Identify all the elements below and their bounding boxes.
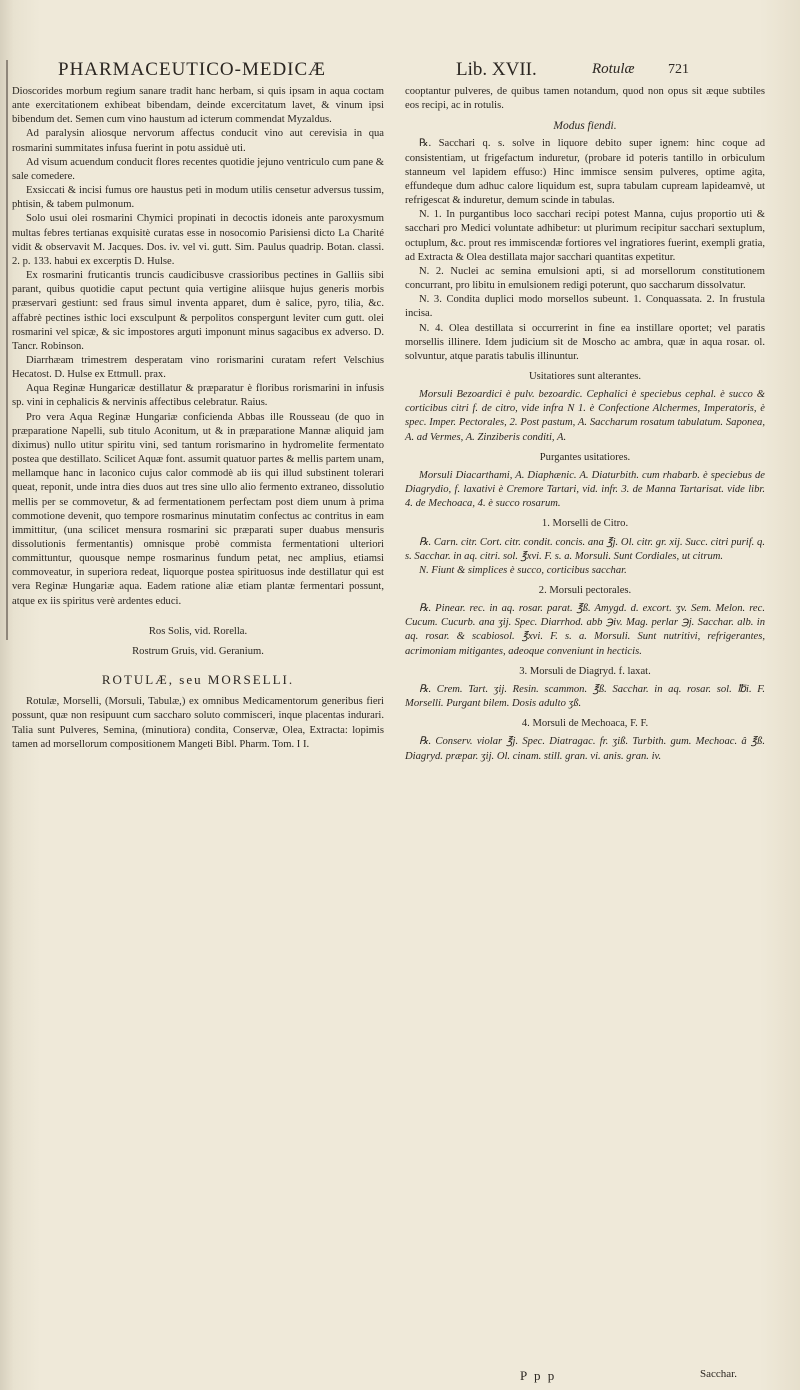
section-heading: 1. Morselli de Citro.	[541, 518, 629, 530]
paragraph: Pro vera Aqua Reginæ Hungariæ conficienda Abbas ille Rousseau (de quo in præparatione Napelli, sub titulo Aconitum, ut & in præparatione Mannæ aliquid jam diximus) nullo utitur spiritu vini, sed tantum rorismarino in hydromelite fermentato postea que destillato. Scilicet Aquæ font. assumit quatuor partes & mellis partem unam, mellamque hanc in laconico cujus calor commodè ab iis qui illud substinent tolerari queat, reponit, unde intra dies duos aut tres sine ullo alio fermento extraneo, dissolutio mellis per se commovetur, & ad fermentationem perfectam post diem unum à prima commotione devenit, quo tempore rosmarinus minutatim confectus ac contritus in eam immittitur, (una scilicet mensura rosmarini sic præparati super duabus mensuris dissolutionis fermentantis) omnisque probè commista fermentationi ulteriori committuntur, quousque nempe rosmarinus fundum petat, nec amplius, etiamsi commoveatur, in superiora redeat, liquorque postea spirituosus inde destillatur qui est vera Reginæ Hungariæ aqua. Eadem ratione aliæ etiam plantæ fermentari possunt, atque ex iis spiritus verè ardentes educi.	[12, 411, 384, 607]
running-header	[58, 59, 778, 85]
section-heading: 3. Morsuli de Diagryd. f. laxat.	[519, 665, 651, 677]
paragraph: ℞. Carn. citr. Cort. citr. condit. concis. ana ℥j. Ol. citr. gr. xij. Succ. citri purif. q. s. Sacchar. in aq. citri. sol. ℥xvi. F. s. a. Morsuli. Sunt Cordiales, ut citrum.	[405, 536, 765, 562]
section-heading: Modus fiendi.	[553, 120, 617, 133]
section-heading: Usitatiores sunt alterantes.	[528, 370, 642, 382]
paragraph: cooptantur pulveres, de quibus tamen notandum, quod non opus sit æque subtiles eos recipi, ac in rotulis.	[405, 86, 765, 112]
paragraph: N. 1. In purgantibus loco sacchari recipi potest Manna, cujus proportio uti & sacchari pro Medici voluntate adhibetur: ut plurimum recipitur sacchari sextuplum, octuplum, &c. prout res immiscendæ fortiores vel ingratiores fuerint, exempli gratia, ad Extracta & Olea destillata major sacchari quantitas expetitur.	[405, 209, 765, 263]
section-heading: 2. Morsuli pectorales.	[538, 585, 632, 596]
paragraph: Ex rosmarini fruticantis truncis caudicibusve crassioribus pectines in Galliis sibi parant, quibus quotidie caput pectunt quia vertigine aliisque hujus generis morbis præservari gestiunt: sed fraus simul inventa apparet, dum è salice, pyro, tilia, &c. affabrè pectines isthic loci exsculpunt & perpolitos conspergunt leviter cum gutt. olei rosmarini vel spicæ, & sic impostores arguti imponunt minus sagacibus ex adverso. D. Tancr. Robinson.	[12, 270, 384, 352]
header-running-title: Rotulæ	[592, 61, 635, 77]
paragraph: ℞. Conserv. violar ℥j. Spec. Diatragac. fr. ʒiß. Turbith. gum. Mechoac. â ℥ß. Diagryd. præpar. ʒij. Ol. cinam. still. gran. vi. anis. gran. iv.	[405, 736, 765, 762]
paragraph: N. Fiunt & simplices è succo, corticibus sacchar.	[419, 564, 627, 576]
paragraph: N. 2. Nuclei ac semina emulsioni apti, si ad morsellorum constitutionem concurrant, pro libitu in emulsionem redigi poterunt, quo saccharum dissolvatur.	[405, 265, 765, 292]
page-number: 721	[668, 62, 689, 77]
paragraph: N. 4. Olea destillata si occurrerint in fine ea instillare oportet; vel paratis morsellis illinere. Idem judicium sit de Moscho ac ambra, quæ in aqua rosar. ol. solvuntur, atque paratis tabulis illinuntur.	[405, 322, 765, 362]
left-column	[12, 85, 384, 752]
cross-reference: Rostrum Gruis, vid. Geranium.	[132, 645, 264, 657]
paragraph: ℞. Crem. Tart. ʒij. Resin. scammon. ℥ß. Sacchar. in aq. rosar. sol. ℔i. F. Morselli. Purgant bilem. Dosis adulto ʒß.	[405, 683, 765, 710]
paragraph: Solo usui olei rosmarini Chymici propinati in decoctis idoneis ante paroxysmum multas febres tertianas exquisitè curatas esse in nosocomio Parisiensi dicto La Charité vidit & observavit M. Jacques. Dos. iv. vel vi. gutt. Sim. Paulus quadrip. Botan. classi. 2. p. 133. habui ex excerptis D. Hulse.	[12, 213, 384, 267]
paragraph: Dioscorides morbum regium sanare tradit hanc herbam, si quis ipsam in aqua coctam ante exercitationem exhibeat bibendam, deinde excercitatum lavet, & vinum ipsi bibendum det. Semen cum vino haustum ad icterum commendat Myzaldus.	[12, 86, 384, 126]
catchword: Sacchar.	[700, 1368, 737, 1380]
paragraph: Ad paralysin aliosque nervorum affectus conducit vino aut cerevisia in qua rosmarini summitates infusa fuerint in potu assiduè uti.	[12, 128, 384, 154]
paragraph: Ad visum acuendum conducit flores recentes quotidie jejuno ventriculo cum pane & sale comedere.	[12, 156, 384, 182]
paragraph: Aqua Reginæ Hungaricæ destillatur & præparatur è floribus rorismarini in infusis sp. vini in cephalicis & nervinis affectibus celebratur. Raius.	[12, 383, 384, 409]
paragraph: N. 3. Condita duplici modo morsellos subeunt. 1. Conquassata. 2. In frustula incisa.	[405, 294, 765, 320]
spacer	[12, 609, 384, 619]
binding-gutter	[6, 60, 8, 640]
section-title: ROTULÆ, seu MORSELLI.	[101, 672, 295, 688]
paragraph: ℞. Pinear. rec. in aq. rosar. parat. ℥ß. Amygd. d. excort. ʒv. Sem. Melon. rec. Cucum. Cucurb. ana ʒij. Spec. Diarrhod. abb ℈iv. Mag. perlar ℈j. Sacchar. alb. in aq. rosar. & scabiosol. ℥xvi. F. s. a. Morsuli. Sunt nutritivi, refrigerantes, acrimoniam mitigantes, adeoque conveniunt in hecticis.	[405, 603, 765, 657]
signature-mark: P p p	[520, 1368, 557, 1383]
right-column	[405, 85, 765, 764]
paragraph: Rotulæ, Morselli, (Morsuli, Tabulæ,) ex omnibus Medicamentorum generibus fieri possunt, quæ non resipuunt cum saccharo soluto commisceri, inque placentas indurari. Talia sunt Pulveres, Semina, (minutiora) condita, Conservæ, Olea, Extracta: lopimis tamen ad morsellorum compositionem Mangeti Bibl. Pharm. Tom. I I.	[12, 696, 384, 750]
paragraph: Exsiccati & incisi fumus ore haustus peti in modum utilis censetur adversus tussim, phtisin, & tabem pulmonum.	[12, 185, 384, 211]
paragraph: ℞. Sacchari q. s. solve in liquore debito super ignem: hinc coque ad consistentiam, ut frigefactum induretur, (probare id poteris tantillo in orbiculum stanneum vel lapidem effuso:) Hinc immisce sensim pulveres, optime agita, effundeque dum adhuc calore liquidum est, supra tabulam cupream lapideamvè, ut refrigescat & induretur, demum scinde in tabulas.	[405, 138, 765, 207]
section-heading: Purgantes usitatiores.	[539, 451, 631, 463]
paragraph: Morsuli Bezoardici è pulv. bezoardic. Cephalici è speciebus cephal. è succo & corticibus citri f. de citro, vide infra N 1. è Confectione Alchermes, Imperatoris, è spec. Imper. Pectorales, 2. Post pastum, A. Saccharum rosatum tabulatum. Saponea, A. ad Vermes, A. Zinziberis conditi, A.	[405, 389, 765, 443]
header-book: Lib. XVII.	[456, 59, 537, 80]
cross-reference: Ros Solis, vid. Rorella.	[148, 625, 248, 637]
paragraph: Morsuli Diacarthami, A. Diaphænic. A. Diaturbith. cum rhabarb. è speciebus de Diagrydio, f. laxativi è Cremore Tartari, vid. infr. 3. de Manna Tartarisat. vide libr. 4. de Mechoaca, 4. è succo rosarum.	[405, 469, 765, 510]
paragraph: Diarrhæam trimestrem desperatam vino rorismarini curatam refert Velschius Hecatost. D. Hulse ex Ettmull. prax.	[12, 354, 384, 381]
header-title: PHARMACEUTICO-MEDICÆ	[58, 59, 327, 80]
section-heading: 4. Morsuli de Mechoaca, F. F.	[521, 718, 649, 730]
